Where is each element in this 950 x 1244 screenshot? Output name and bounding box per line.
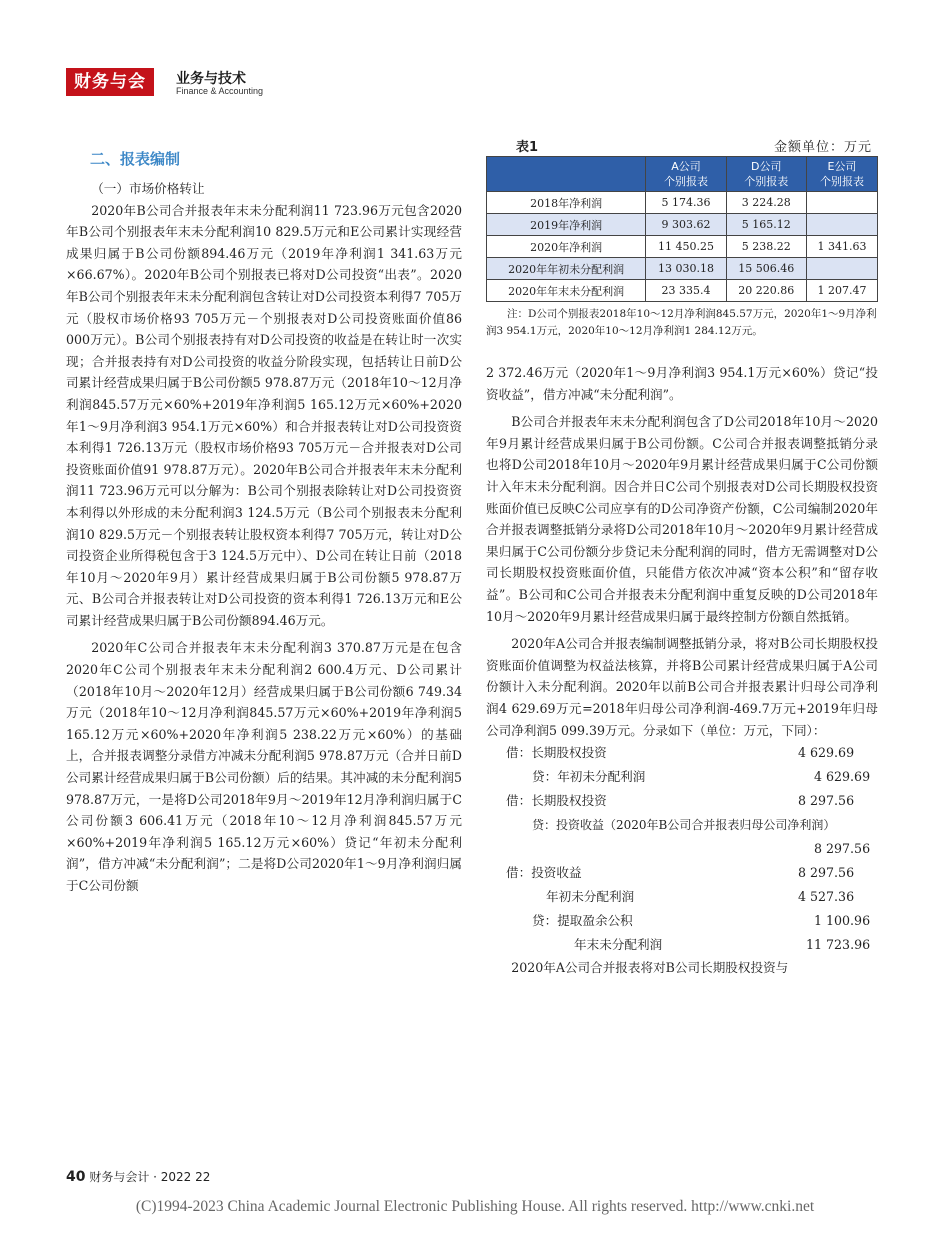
section-heading: 二、报表编制	[90, 150, 181, 168]
data-table	[486, 156, 878, 302]
table-cell: 5 165.12	[726, 214, 806, 236]
table-cell: 23 335.4	[646, 280, 726, 302]
table-row	[487, 236, 878, 258]
entry-line: 贷：年初未分配利润 4 629.69	[532, 769, 871, 785]
table-cell: 5 174.36	[646, 192, 726, 214]
table-header-cell: E公司 个别报表	[806, 157, 877, 192]
table-header-cell	[487, 157, 646, 192]
table-cell	[806, 192, 877, 214]
table-cell: 9 303.62	[646, 214, 726, 236]
paragraph-1: 2020年B公司合并报表年末未分配利润11 723.96万元包含2020年B公司个别报表年末未分配利润10 829.5万元和E公司累计实现经营成果归属于B公司份额894.46万元（2019年净利润1 341.63万元×66.67%）。2020年B公司个别报表已将对D公司投资“出表”。2020年B公司个别报表年末未分配利润包含转让对D公司投资本利得7 705万元（股权市场价格93 705万元－个别报表对D公司投资账面价值86 000万元）。B公司个别报表持有对D公司投资的收益是在转让时一次实现；合并报表持有对D公司投资的收益分阶段实现，包括转让日前D公司累计经营成果归属于B公司份额5 978.87万元（2018年10～12月净利润845.57万元×60%+2019年净利润5 165.12万元×60%+2020年1～9月净利润3 954.1万元×60%）和合并报表转让对D公司投资资本利得1 726.13万元（股权市场价格93 705万元－合并报表对D公司投资账面价值91 978.87万元）。2020年B公司合并报表年末未分配利润11 723.96万元可以分解为：B公司个别报表除转让对D公司投资资本利得以外形成的未分配利润3 124.5万元（B公司个别报表未分配利润10 829.5万元－个别报表转让股权资本利得7 705万元，转让对D公司投资企业所得税包含于3 124.5万元中）、D公司在转让日前（2018年10月～2020年9月）累计经营成果归属于B公司份额5 978.87万元、B公司合并报表转让对D公司投资的资本利得1 726.13万元和E公司累计经营成果归属于B公司份额894.46万元。	[66, 202, 462, 628]
journal-header	[66, 66, 326, 120]
paragraph-2: 2020年C公司合并报表年末未分配利润3 370.87万元是在包含2020年C公司个别报表年末未分配利润2 600.4万元、D公司累计（2018年10月～2020年12月）经营成果归属于B公司份额6 749.34万元（2018年10～12月净利润845.57万元×60%+2019年净利润5 165.12万元×60%+2020年净利润5 238.22万元×60%）的基础上，合并报表调整分录借方冲减未分配利润5 978.87万元（合并日前D公司累计经营成果归属于B公司份额）后的结果。其冲减的未分配利润5 978.87万元，一是将D公司2018年9月～2019年12月净利润归属于C公司份额3 606.41万元（2018年10～12月净利润845.57万元×60%+2019年净利润5 165.12万元×60%）贷记“年初未分配利润”，借方冲减“未分配利润”；二是将D公司2020年1～9月净利润归属于C公司份额	[66, 640, 462, 893]
page-footer	[66, 1168, 210, 1185]
table-title: 表1	[516, 140, 539, 155]
entry-line: 借：长期股权投资 8 297.56	[506, 793, 855, 809]
entry-line: 贷：提取盈余公积 1 100.96	[532, 913, 871, 929]
copyright-notice: (C)1994-2023 China Academic Journal Electronic Publishing House. All rights reserved. http://www.cnki.net	[135, 1198, 815, 1215]
table-header-cell: D公司 个别报表	[726, 157, 806, 192]
entry-line: 借：长期股权投资 4 629.69	[506, 745, 855, 761]
table-cell: 13 030.18	[646, 258, 726, 280]
table-cell: 2020年年末未分配利润	[487, 280, 646, 302]
table-row	[487, 280, 878, 302]
table-cell: 2019年净利润	[487, 214, 646, 236]
table-cell: 2020年年初未分配利润	[487, 258, 646, 280]
table-row	[487, 258, 878, 280]
table-note: 注：D公司个别报表2018年10～12月净利润845.57万元，2020年1～9月净利润3 954.1万元，2020年10～12月净利润1 284.12万元。	[486, 308, 877, 337]
column-subtitle: Finance & Accounting	[176, 86, 264, 96]
table-header-cell: A公司 个别报表	[646, 157, 726, 192]
paragraph-6: 2020年A公司合并报表将对B公司长期股权投资与	[511, 960, 789, 976]
page-number: 40	[66, 1169, 86, 1185]
table-cell: 15 506.46	[726, 258, 806, 280]
journal-entries	[486, 741, 878, 957]
paragraph-4: B公司合并报表年末未分配利润包含了D公司2018年10月～2020年9月累计经营成果归属于B公司份额。C公司合并报表调整抵销分录也将D公司2018年10月～2020年9月累计经营成果归属于C公司份额计入年末未分配利润。因合并日C公司个别报表对D公司长期股权投资账面价值已反映C公司应享有的D公司净资产份额，C公司编制2020年合并报表调整抵销分录将D公司2018年10月～2020年9月累计经营成果归属于C公司份额分步贷记未分配利润的同时，借方无需调整对D公司长期股权投资账面价值，只能借方依次冲减“资本公积”和“留存收益”。B公司和C公司合并报表未分配利润中重复反映的D公司2018年10月～2020年9月累计经营成果归属于最终控制方份额自然抵销。	[486, 414, 878, 624]
table-cell: 2018年净利润	[487, 192, 646, 214]
table-cell: 3 224.28	[726, 192, 806, 214]
journal-logo: 财务与会计	[66, 68, 154, 96]
table-cell: 5 238.22	[726, 236, 806, 258]
paragraph-5: 2020年A公司合并报表编制调整抵销分录，将对B公司长期股权投资账面价值调整为权益法核算，并将B公司累计经营成果归属于A公司份额计入未分配利润。2020年以前B公司合并报表累计归母公司净利润4 629.69万元=2018年归母公司净利润-469.7万元+2019年归母公司净利润5 099.39万元。分录如下（单位：万元，下同）：	[486, 636, 878, 738]
entry-line: 贷：投资收益（2020年B公司合并报表归母公司净利润）	[532, 818, 836, 833]
table-cell: 1 341.63	[806, 236, 877, 258]
table-cell	[806, 258, 877, 280]
left-column	[66, 148, 462, 897]
right-column	[486, 362, 878, 979]
table-row	[487, 192, 878, 214]
table-row	[487, 214, 878, 236]
table-1	[486, 136, 878, 340]
paragraph-3: 2 372.46万元（2020年1～9月净利润3 954.1万元×60%）贷记“投资收益”，借方冲减“未分配利润”。	[486, 365, 878, 402]
table-unit: 金额单位：万元	[773, 140, 872, 155]
table-cell: 20 220.86	[726, 280, 806, 302]
entry-line: 8 297.56	[814, 841, 871, 857]
table-cell: 11 450.25	[646, 236, 726, 258]
table-cell	[806, 214, 877, 236]
entry-line: 年末未分配利润 11 723.96	[574, 937, 871, 953]
subsection-heading: （一）市场价格转让	[91, 181, 205, 196]
table-cell: 1 207.47	[806, 280, 877, 302]
journal-issue: 财务与会计 · 2022 22	[89, 1170, 211, 1184]
entry-line: 借：投资收益 8 297.56	[506, 865, 855, 881]
table-cell: 2020年净利润	[487, 236, 646, 258]
entry-line: 年初未分配利润 4 527.36	[546, 889, 855, 905]
column-title: 业务与技术	[176, 71, 246, 87]
